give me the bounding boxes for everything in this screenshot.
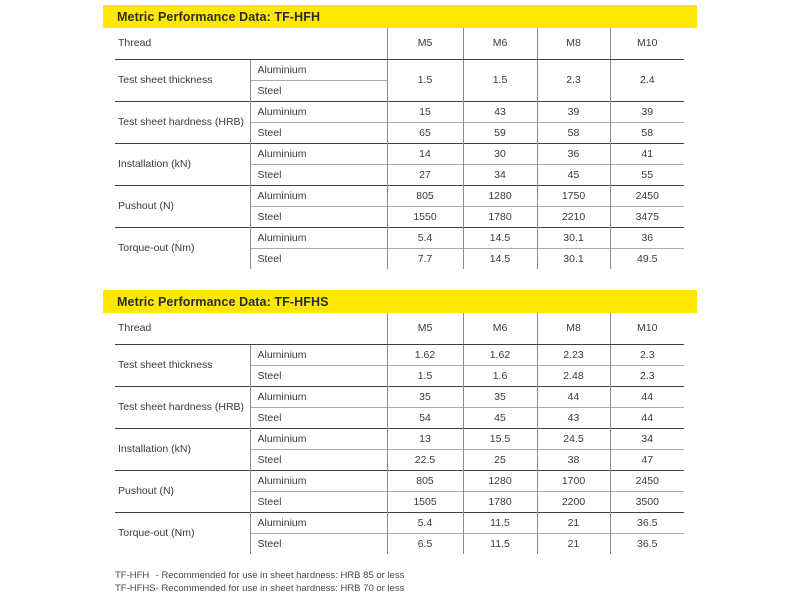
value-cell: 58 — [610, 122, 684, 143]
material-label: Aluminium — [250, 470, 387, 491]
parameter-label: Torque-out (Nm) — [115, 512, 250, 554]
value-cell: 35 — [463, 386, 537, 407]
value-cell: 21 — [537, 533, 610, 554]
value-cell: 2.23 — [537, 344, 610, 365]
value-cell: 43 — [537, 407, 610, 428]
value-cell: 2.48 — [537, 365, 610, 386]
material-label: Aluminium — [250, 344, 387, 365]
value-cell: 13 — [387, 428, 463, 449]
value-cell: 44 — [610, 407, 684, 428]
thread-size-header: M6 — [463, 28, 537, 59]
footnote-tf-hfh — [115, 570, 697, 583]
parameter-label: Test sheet thickness — [115, 59, 250, 101]
value-cell: 34 — [463, 164, 537, 185]
material-label: Steel — [250, 533, 387, 554]
value-cell: 1780 — [463, 491, 537, 512]
thread-header-label: Thread — [115, 28, 387, 59]
material-label: Aluminium — [250, 59, 387, 80]
footnote-text: - Recommended for use in sheet hardness: HRB 85 or less — [155, 570, 405, 581]
parameter-label: Torque-out (Nm) — [115, 227, 250, 269]
footnotes — [115, 570, 697, 595]
value-cell: 1505 — [387, 491, 463, 512]
value-cell: 43 — [463, 101, 537, 122]
value-cell: 2.4 — [610, 59, 684, 101]
parameter-label: Test sheet hardness (HRB) — [115, 101, 250, 143]
value-cell: 25 — [463, 449, 537, 470]
value-cell: 3475 — [610, 206, 684, 227]
value-cell: 805 — [387, 185, 463, 206]
value-cell: 2210 — [537, 206, 610, 227]
material-label: Steel — [250, 449, 387, 470]
value-cell: 2.3 — [610, 365, 684, 386]
material-label: Aluminium — [250, 386, 387, 407]
value-cell: 2.3 — [610, 344, 684, 365]
value-cell: 49.5 — [610, 248, 684, 269]
thread-size-header: M5 — [387, 28, 463, 59]
value-cell: 21 — [537, 512, 610, 533]
thread-size-header: M8 — [537, 28, 610, 59]
footnote-code: TF-HFHS — [115, 582, 156, 594]
thread-size-header: M10 — [610, 28, 684, 59]
value-cell: 65 — [387, 122, 463, 143]
value-cell: 44 — [610, 386, 684, 407]
thread-header-label: Thread — [115, 313, 387, 344]
parameter-label: Pushout (N) — [115, 470, 250, 512]
value-cell: 2.3 — [537, 59, 610, 101]
value-cell: 36 — [537, 143, 610, 164]
value-cell: 30.1 — [537, 227, 610, 248]
value-cell: 5.4 — [387, 227, 463, 248]
value-cell: 44 — [537, 386, 610, 407]
parameter-label: Pushout (N) — [115, 185, 250, 227]
value-cell: 24.5 — [537, 428, 610, 449]
value-cell: 3500 — [610, 491, 684, 512]
value-cell: 39 — [537, 101, 610, 122]
value-cell: 58 — [537, 122, 610, 143]
value-cell: 45 — [537, 164, 610, 185]
material-label: Aluminium — [250, 428, 387, 449]
value-cell: 59 — [463, 122, 537, 143]
parameter-label: Installation (kN) — [115, 428, 250, 470]
value-cell: 41 — [610, 143, 684, 164]
value-cell: 39 — [610, 101, 684, 122]
value-cell: 55 — [610, 164, 684, 185]
value-cell: 1.5 — [387, 365, 463, 386]
performance-table-tf-hfh — [115, 28, 684, 269]
material-label: Steel — [250, 80, 387, 101]
value-cell: 30.1 — [537, 248, 610, 269]
value-cell: 2450 — [610, 185, 684, 206]
value-cell: 27 — [387, 164, 463, 185]
value-cell: 45 — [463, 407, 537, 428]
value-cell: 1.6 — [463, 365, 537, 386]
section-title-bar — [103, 290, 697, 313]
material-label: Aluminium — [250, 512, 387, 533]
value-cell: 35 — [387, 386, 463, 407]
section-title: Metric Performance Data: TF-HFH — [117, 9, 321, 24]
material-label: Steel — [250, 122, 387, 143]
value-cell: 15.5 — [463, 428, 537, 449]
value-cell: 36.5 — [610, 533, 684, 554]
value-cell: 36 — [610, 227, 684, 248]
footnote-code: TF-HFH — [115, 570, 150, 581]
value-cell: 22.5 — [387, 449, 463, 470]
footnote-text: - Recommended for use in sheet hardness: HRB 70 or less — [155, 582, 405, 594]
value-cell: 1.62 — [387, 344, 463, 365]
value-cell: 1780 — [463, 206, 537, 227]
value-cell: 14.5 — [463, 227, 537, 248]
table-section-tf-hfh — [103, 5, 697, 269]
value-cell: 1.5 — [463, 59, 537, 101]
value-cell: 1.62 — [463, 344, 537, 365]
value-cell: 1.5 — [387, 59, 463, 101]
table-section-tf-hfhs — [103, 290, 697, 554]
value-cell: 54 — [387, 407, 463, 428]
material-label: Steel — [250, 407, 387, 428]
material-label: Steel — [250, 491, 387, 512]
value-cell: 34 — [610, 428, 684, 449]
value-cell: 6.5 — [387, 533, 463, 554]
material-label: Aluminium — [250, 101, 387, 122]
thread-size-header: M6 — [463, 313, 537, 344]
material-label: Aluminium — [250, 143, 387, 164]
value-cell: 2200 — [537, 491, 610, 512]
datasheet-content — [103, 5, 697, 595]
value-cell: 14.5 — [463, 248, 537, 269]
value-cell: 1700 — [537, 470, 610, 491]
value-cell: 1750 — [537, 185, 610, 206]
value-cell: 38 — [537, 449, 610, 470]
thread-size-header: M10 — [610, 313, 684, 344]
value-cell: 30 — [463, 143, 537, 164]
parameter-label: Installation (kN) — [115, 143, 250, 185]
material-label: Aluminium — [250, 185, 387, 206]
footnote-tf-hfhs — [115, 583, 697, 596]
thread-size-header: M5 — [387, 313, 463, 344]
material-label: Steel — [250, 164, 387, 185]
material-label: Steel — [250, 365, 387, 386]
material-label: Aluminium — [250, 227, 387, 248]
value-cell: 5.4 — [387, 512, 463, 533]
value-cell: 7.7 — [387, 248, 463, 269]
value-cell: 15 — [387, 101, 463, 122]
value-cell: 11.5 — [463, 533, 537, 554]
value-cell: 11.5 — [463, 512, 537, 533]
thread-size-header: M8 — [537, 313, 610, 344]
material-label: Steel — [250, 248, 387, 269]
value-cell: 1550 — [387, 206, 463, 227]
material-label: Steel — [250, 206, 387, 227]
performance-table-tf-hfhs — [115, 313, 684, 554]
value-cell: 2450 — [610, 470, 684, 491]
value-cell: 36.5 — [610, 512, 684, 533]
value-cell: 1280 — [463, 185, 537, 206]
value-cell: 805 — [387, 470, 463, 491]
value-cell: 14 — [387, 143, 463, 164]
value-cell: 47 — [610, 449, 684, 470]
parameter-label: Test sheet thickness — [115, 344, 250, 386]
section-title: Metric Performance Data: TF-HFHS — [117, 294, 329, 309]
section-title-bar — [103, 5, 697, 28]
parameter-label: Test sheet hardness (HRB) — [115, 386, 250, 428]
value-cell: 1280 — [463, 470, 537, 491]
